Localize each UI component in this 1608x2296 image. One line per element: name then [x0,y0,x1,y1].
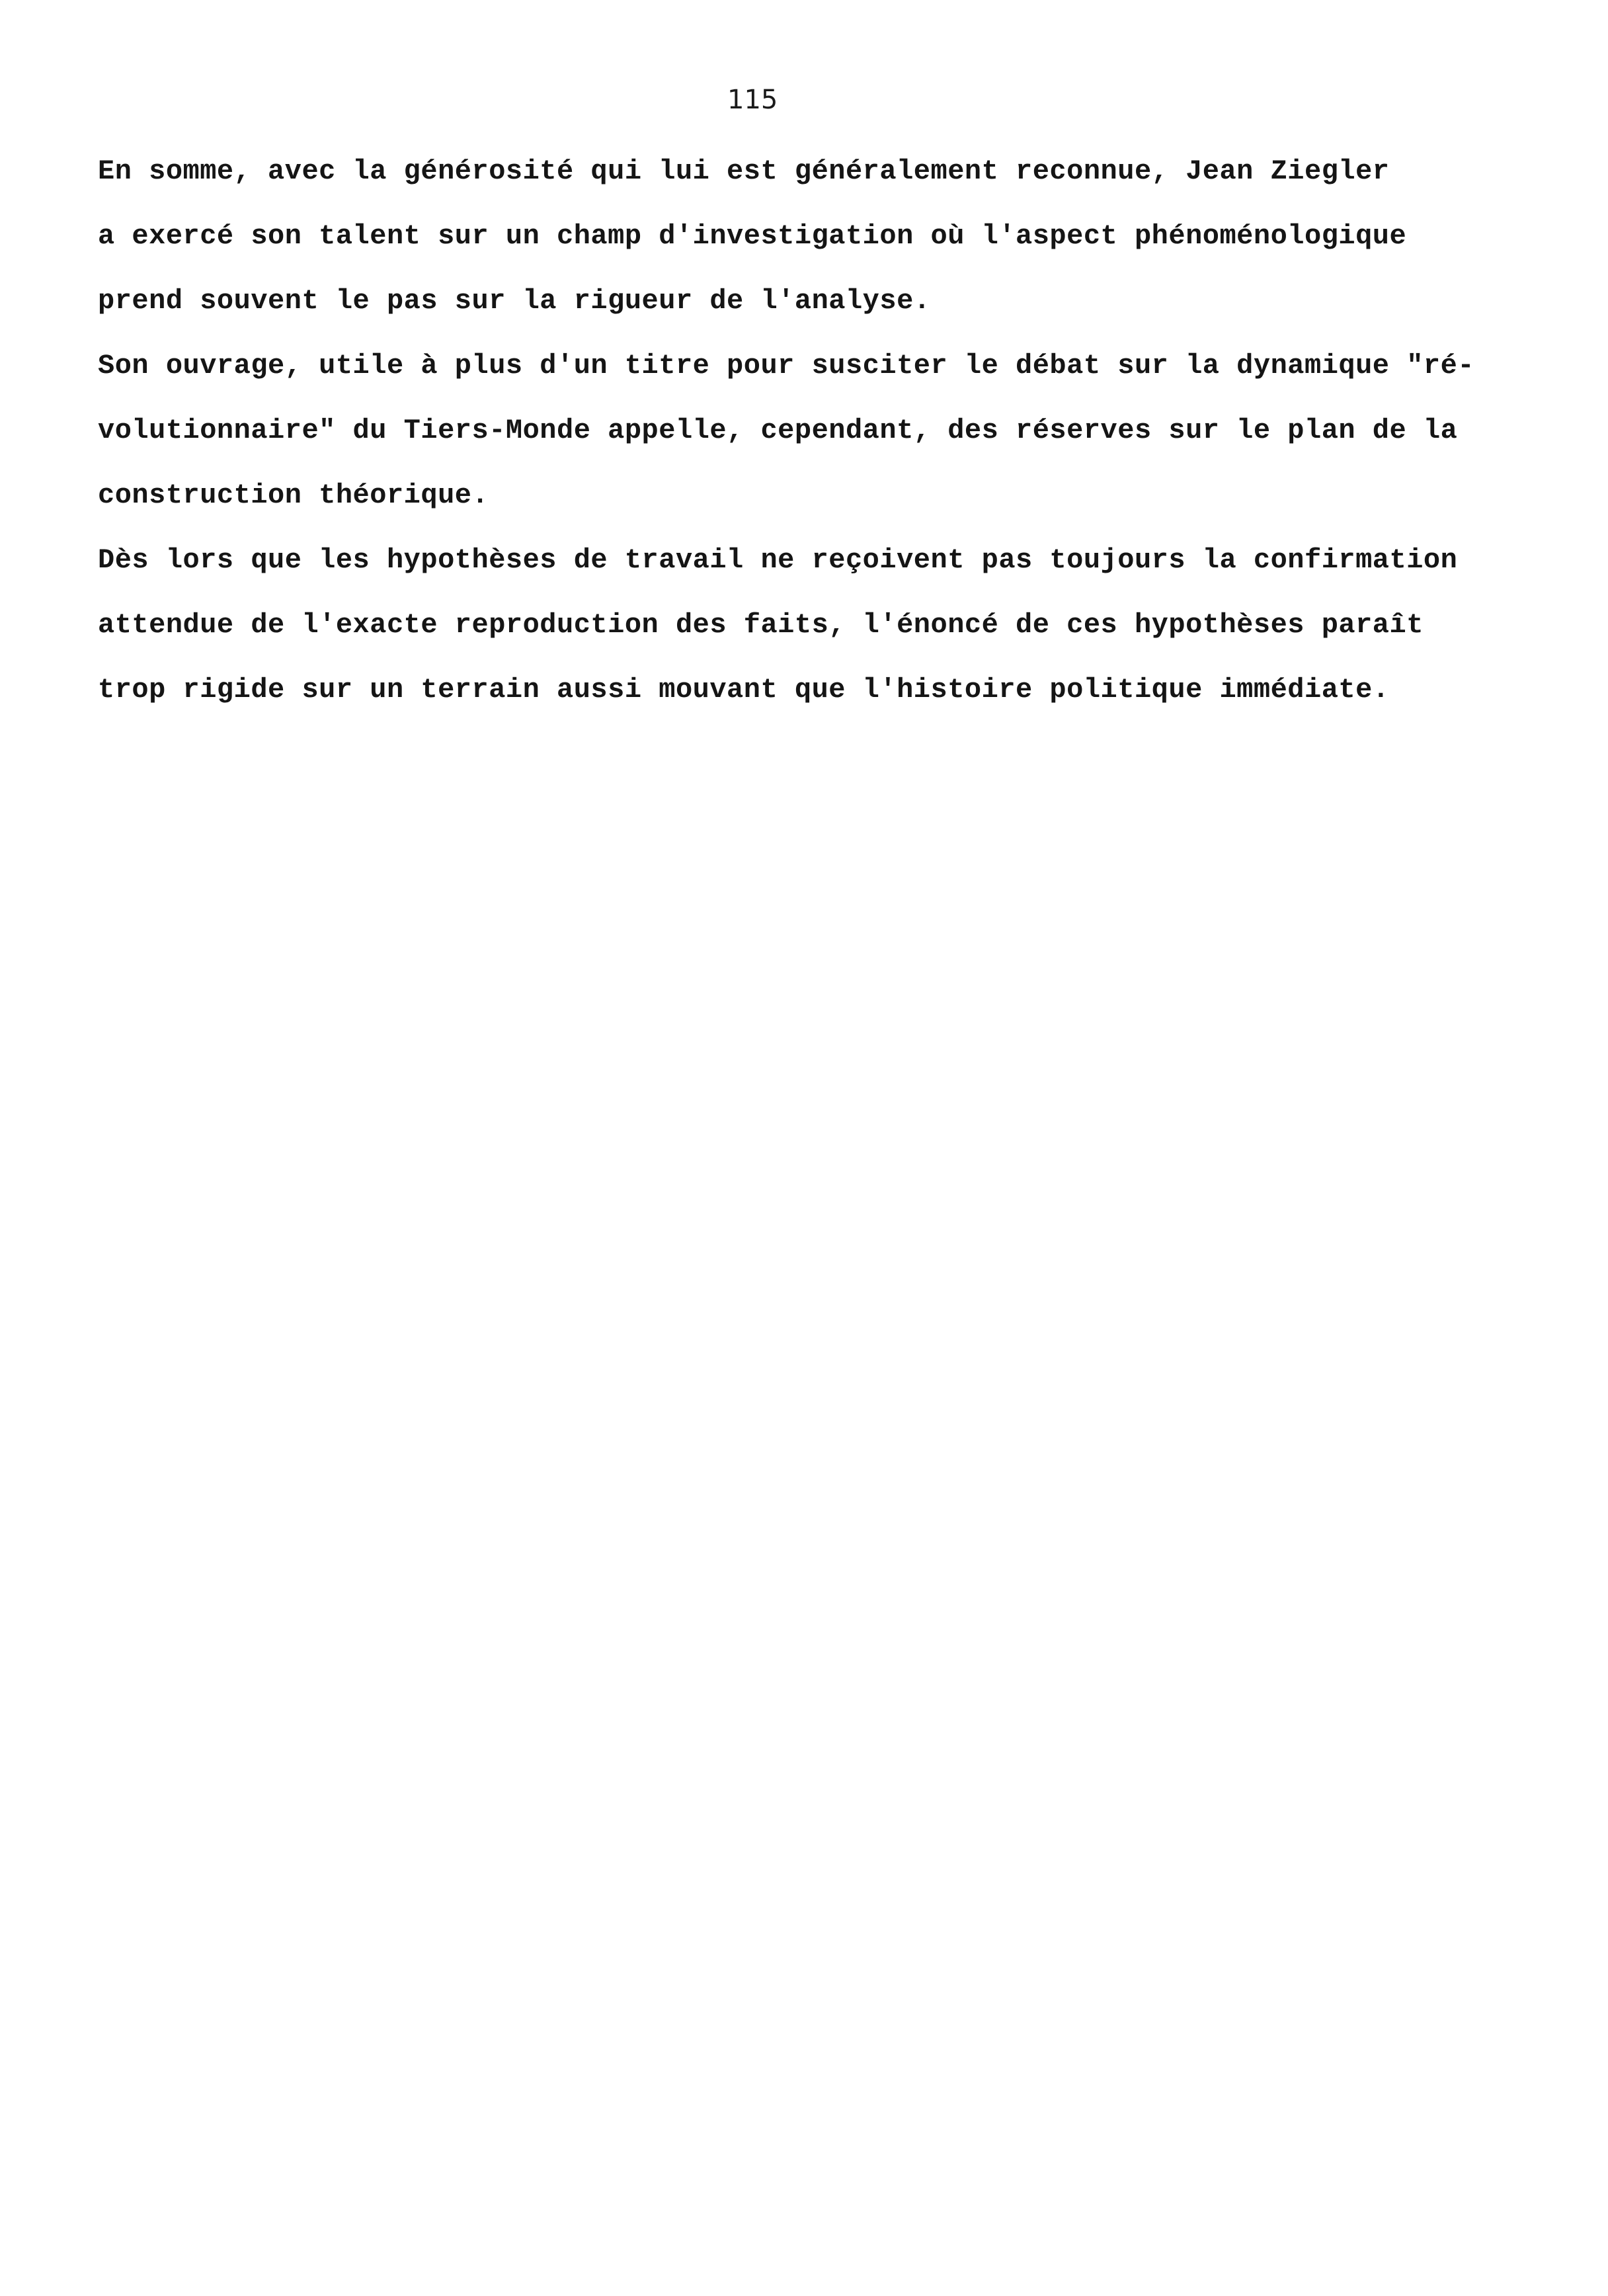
text-line: prend souvent le pas sur la rigueur de l'analyse. [98,285,931,317]
text-line: Son ouvrage, utile à plus d'un titre pour susciter le débat sur la dynamique "ré- [98,350,1475,382]
page-number: 115 [727,85,778,115]
text-line: construction théorique. [98,479,489,511]
text-line: Dès lors que les hypothèses de travail ne reçoivent pas toujours la confirmation [98,544,1458,576]
body-text [98,148,1519,731]
text-line: En somme, avec la générosité qui lui est généralement reconnue, Jean Ziegler [98,155,1390,187]
text-line: trop rigide sur un terrain aussi mouvant que l'histoire politique immédiate. [98,674,1390,706]
text-line: a exercé son talent sur un champ d'investigation où l'aspect phénoménologique [98,220,1407,252]
text-line: attendue de l'exacte reproduction des faits, l'énoncé de ces hypothèses paraît [98,609,1424,641]
text-line: volutionnaire" du Tiers-Monde appelle, cependant, des réserves sur le plan de la [98,415,1458,446]
